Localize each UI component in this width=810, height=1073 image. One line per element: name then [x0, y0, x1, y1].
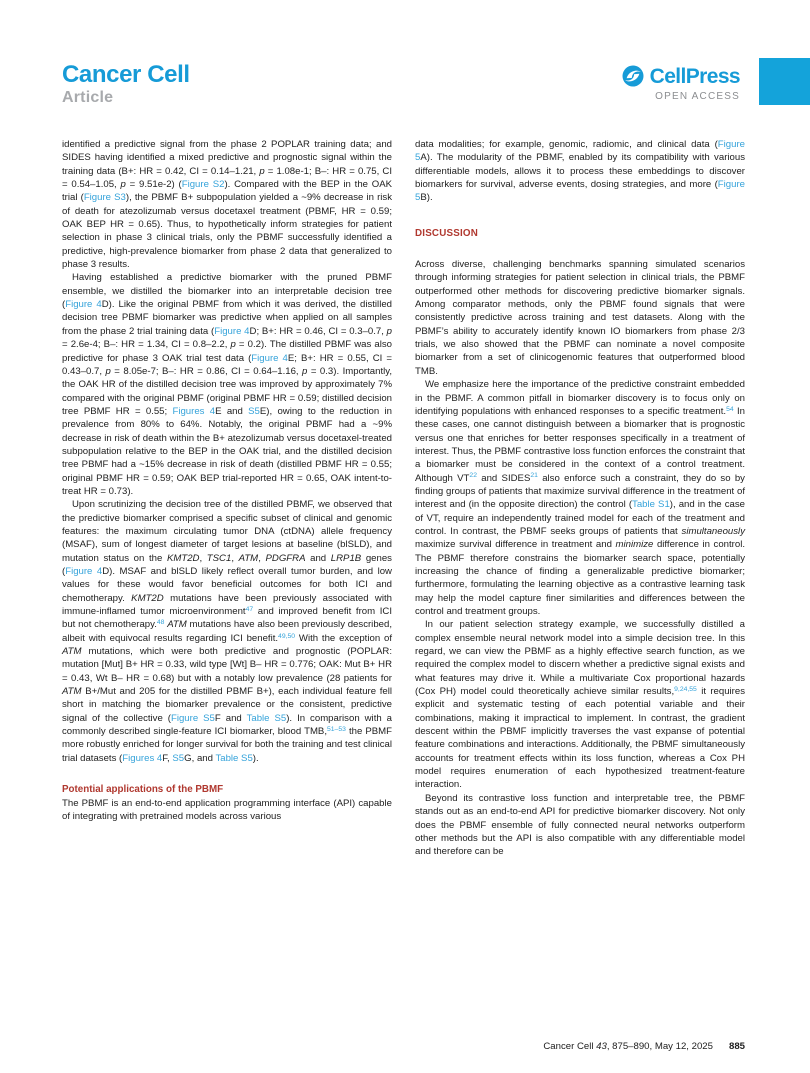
italic-text: minimize — [615, 539, 654, 551]
figure-link[interactable]: Figures 4 — [122, 752, 163, 764]
italic-text: p — [386, 325, 392, 337]
paragraph: The PBMF is an end-to-end application programming interface (API) capable of integrating with pretrained models across various — [62, 797, 392, 822]
italic-text: ATM — [62, 686, 82, 698]
paragraph: We emphasize here the importance of the predictive constraint embedded in the PBMF. A common pitfall in biomarker discovery is to focus only on identifying populations with enhanced responses to a specific treatment.$^{54}$ In these cases, one cannot distinguish between a biomarker that is prognostic versus one that enriches for better responses specifically in a treatment of interest. Thus, the PBMF contrastive loss function enforces the constraint that a biomarker must be considered in the context of a control treatment. Although VT$^{22}$ and SIDES$^{21}$ also enforce such a constraint, they do so by finding groups of patients that maximize survival difference in the treatment of interest and (in the opposite direction) the control (Table S1), and in the case of VT, require an independently trained model for each of the treatment and control. In contrast, the PBMF seeks groups of patients that simultaneously maximize survival difference in treatment and minimize difference in control. The PBMF therefore constrains the biomarker search space, potentially increasing the chance of finding a generalizable predictive biomarker; furthermore, formulating the learning objective as a contrastive learning task may help the model capture finer similarities and differences between the control and treatment groups. — [415, 379, 745, 617]
paragraph: In our patient selection strategy example, we successfully distilled a complex ensemble neural network model into a simple decision tree. In this regard, we can view the PBMF as a highly effective search function, as we required the complex model to discern whether a predictive signal exists and what features may drive it. While a multivariate Cox proportional hazards (Cox PH) model could theoretically achieve similar results,$^{9,24,55}$ it requires explicit and systematic testing of each potential variable and their combinations, making it impractical to implement. In contrast, the gradient descent within the PBMF implicitly traverses the vast expanse of potential feature combinations and interactions. Additionally, the PBMF simultaneously accounts for treatment effects within its loss function, whereas a Cox PH model requires enumeration of each hypothesized treatment-feature interaction. — [415, 619, 745, 791]
reference-link[interactable]: 22 — [469, 472, 477, 480]
italic-text: p — [105, 365, 111, 377]
figure-link[interactable]: Figure S5 — [170, 712, 215, 724]
reference-link[interactable]: 51–53 — [327, 725, 346, 733]
reference-link[interactable]: 47 — [245, 605, 254, 613]
reference-link[interactable]: 21 — [530, 472, 538, 480]
figure-link[interactable]: Figure 5 — [415, 179, 745, 204]
corner-accent-block — [759, 58, 810, 105]
footer-volume: 43 — [596, 1041, 607, 1052]
figure-link[interactable]: Figure 4 — [65, 566, 103, 577]
paragraph: Upon scrutinizing the decision tree of the distilled PBMF, we observed that the predictive biomarker comprised a specific subset of clinical and genomic features: the maximum circulating tumor DNA (ctDNA) allele frequency (MSAF), sum of longest diameter of target lesions at baseline (blSLD), and mutation status on the KMT2D, TSC1, ATM, PDGFRA and LRP1B genes (Figure 4D). MSAF and blSLD likely reflect overall tumor burden, and low values for these would favor beneficial outcomes for both ICI and chemotherapy. KMT2D mutations have been previously associated with immune-inflamed tumor microenvironment$^{47}$ and improved benefit from ICI but not chemotherapy.$^{48}$ ATM mutations have also been previously described, albeit with equivocal results regarding ICI benefit.$^{49,50}$ With the exception of ATM mutations, which were both predictive and prognostic (POPLAR: mutation [Mut] B+ HR = 0.33, wild type [Wt] B– HR = 0.776; OAK: Mut B+ HR = 0.43, Wt B– HR = 0.68) but with a notably low prevalence (28 patients for ATM B+/Mut and 205 for the distilled PBMF B+), each individual feature fell short in matching the biomarker prevalence or the consistent, predictive signal of the collective (Figure S5F and Table S5). In comparison with a commonly described single-feature ICI biomarker, blood TMB,$^{51-53}$ the PBMF more robustly enriched for longer survival for both the training and test clinical trial datasets (Figures 4F, S5G, and Table S5). — [62, 499, 393, 764]
left-column — [62, 138, 392, 859]
figure-link[interactable]: S5 — [248, 405, 260, 417]
paragraph: Beyond its contrastive loss function and interpretable tree, the PBMF stands out as an end-to-end API for predictive biomarker discovery. Not only does the PBMF ensemble of fully connected neural networks outperform other methods but the API is also compatible with any differentiable model and therefore can be — [415, 792, 745, 858]
page-header — [62, 62, 190, 107]
publisher-logo[interactable] — [621, 64, 740, 102]
figure-link[interactable]: Figure 4 — [251, 352, 288, 364]
figure-link[interactable]: Figure S3 — [83, 192, 126, 204]
paragraph: data modalities; for example, genomic, radiomic, and clinical data (Figure 5A). The modularity of the PBMF, enabled by its compatibility with various differentiable models, allows it to process these embeddings to discover biomarkers for survival, adverse events, dosing strategies, and more (Figure 5B). — [415, 139, 745, 204]
figure-link[interactable]: Table S1 — [632, 499, 670, 511]
italic-text: ATM — [62, 646, 82, 658]
section-heading: Potential applications of the PBMF — [62, 784, 224, 796]
italic-text: p — [120, 179, 126, 191]
cellpress-swirl-icon — [621, 64, 645, 88]
reference-link[interactable]: 54 — [726, 405, 734, 413]
italic-text: KMT2D — [131, 592, 164, 604]
figure-link[interactable]: Figure 4 — [65, 299, 102, 311]
italic-text: p — [302, 365, 308, 377]
page-number: 885 — [728, 1041, 745, 1052]
italic-text: PDGFRA — [265, 552, 306, 564]
page-footer — [543, 1041, 745, 1052]
italic-text: p — [259, 165, 265, 177]
italic-text: KMT2D — [166, 552, 200, 564]
figure-link[interactable]: Table S5 — [246, 712, 287, 724]
footer-journal: Cancer Cell — [543, 1041, 594, 1052]
article-type-label: Article — [62, 89, 114, 107]
italic-text: p — [230, 339, 236, 351]
italic-text: TSC1 — [206, 552, 232, 564]
italic-text: LRP1B — [330, 552, 362, 564]
paragraph: Across diverse, challenging benchmarks spanning simulated scenarios through informing strategies for patient selection in clinical trials, the PBMF outperformed other methods for discovering predictive biomarker signals. Among comparator methods, only the PBMF found signals that were consistently predictive across training and test datasets. Along with the PBMF’s ability to accurately identify known IO biomarkers from phase 2/3 trials, we also showed that the PBMF can nominate a novel composite biomarker from a set of clinicogenomic features that outperformed blood TMB. — [415, 259, 745, 377]
journal-title: Cancer Cell — [62, 61, 190, 88]
figure-link[interactable]: Table S5 — [215, 752, 253, 764]
figure-link[interactable]: Figure S2 — [181, 179, 225, 191]
footer-pages-date: , 875–890, May 12, 2025 — [606, 1041, 713, 1052]
section-heading: DISCUSSION — [415, 227, 478, 239]
reference-link[interactable]: 9,24,55 — [674, 685, 697, 693]
open-access-label: OPEN ACCESS — [655, 91, 740, 102]
italic-text: simultaneously — [681, 525, 745, 537]
reference-link[interactable]: 49,50 — [278, 632, 296, 640]
reference-link[interactable]: 48 — [156, 619, 165, 627]
figure-link[interactable]: S5 — [172, 752, 185, 764]
article-body — [62, 138, 745, 859]
right-column — [415, 138, 745, 859]
italic-text: ATM — [167, 619, 187, 631]
paragraph: Having established a predictive biomarker with the pruned PBMF ensemble, we distilled the biomarker into an interpretable decision tree (Figure 4D). Like the original PBMF from which it was derived, the distilled decision tree PBMF biomarker was predictive when applied on all samples from the phase 2 trial training data (Figure 4D; B+: HR = 0.46, CI = 0.3–0.7, p = 2.6e-4; B–: HR = 1.34, CI = 0.8–2.2, p = 0.2). The distilled PBMF was also predictive for phase 3 OAK trial test data (Figure 4E; B+: HR = 0.55, CI = 0.43–0.7, p = 8.05e-7; B–: HR = 0.86, CI = 0.64–1.16, p = 0.3). Importantly, the OAK HR of the distilled decision tree was improved by approximately 7% compared with the original PBMF (original PBMF HR = 0.59; distilled decision tree PBMF HR = 0.55; Figures 4E and S5E), owing to the reduction in prevalence from 80% to 64%. Notably, the original PBMF had a ~9% decrease in risk of death within the B+ atezolizumab versus docetaxel-treated subpopulation relative to the BEP in the OAK trial, and the distilled decision tree PBMF had a ~15% decrease in risk of death (distilled PBMF HR = 0.55; original PBMF HR = 0.59; OAK BEP trial-reported HR = 0.65, OAK intent-to-treat HR = 0.73). — [62, 272, 392, 497]
paragraph: identified a predictive signal from the phase 2 POPLAR training data; and SIDES having identified a mixed predictive and prognostic signal within the training data (B+: HR = 0.42, CI = 0.14–1.21, p = 1.08e-1; B–: HR = 0.75, CI = 0.54–1.05, p = 9.51e-2) (Figure S2). Compared with the BEP in the OAK trial (Figure S3), the PBMF B+ subpopulation yielded a ~9% decrease in risk of death for atezolizumab versus docetaxel treatment (PBMF, HR = 0.59; OAK BEP HR = 0.65). Thus, to hypothetically inform strategies for patient selection in phase 3 clinical trials, only the PBMF successfully identified a predictive, high-prevalence biomarker from phase 2 data that generalized to phase 3 results. — [62, 139, 393, 271]
figure-link[interactable]: Figure 5 — [415, 139, 745, 164]
figure-link[interactable]: Figures 4 — [172, 405, 216, 417]
italic-text: ATM — [238, 552, 259, 564]
figure-link[interactable]: Figure 4 — [214, 325, 250, 337]
publisher-name: CellPress — [649, 64, 740, 88]
